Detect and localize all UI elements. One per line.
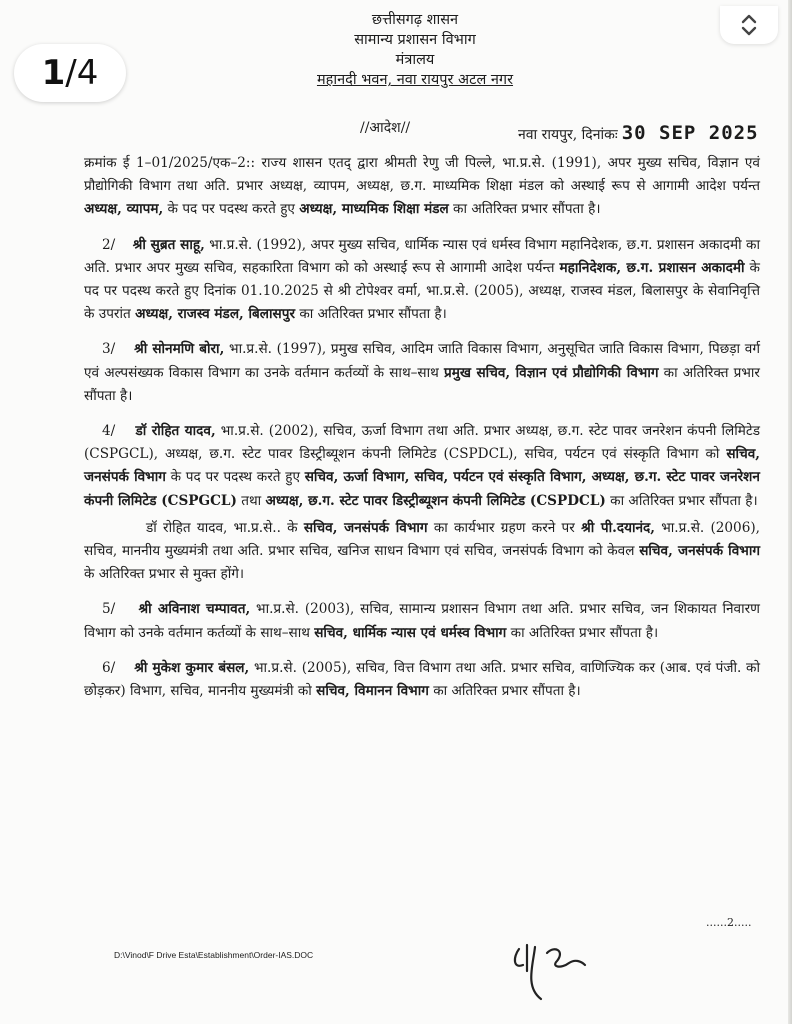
p4b-bold-1: सचिव, जनसंपर्क विभाग [303,519,428,536]
p4b-text-3: भा.प्र.से. (2006), सचिव, माननीय मुख्यमंत्री तथा अति. प्रभार सचिव, खनिज साधन विभाग एवं सचिव, जनसंपर्क विभाग को केवल [84,519,760,560]
p6-bold: सचिव, विमानन विभाग [316,683,429,700]
p1-text-2: के पद पर पदस्थ करते हुए [163,201,300,218]
p5-bold: सचिव, धार्मिक न्यास एवं धर्मस्व विभाग [314,624,507,641]
total-pages: /4 [65,53,99,93]
date-label: नवा रायपुर, दिनांकः [518,127,618,143]
department-name: सामान्य प्रशासन विभाग [354,32,476,48]
p2-bold-1: महानिदेशक, छ.ग. प्रशासन अकादमी [559,259,745,276]
p4b-text-4: के अतिरिक्त प्रभार से मुक्त होंगे। [84,566,245,583]
file-path: D:\Vinod\F Drive Esta\Establishment\Order-IAS.DOC [114,950,314,960]
p3-number: 3/ [102,341,116,358]
paragraph-3 [84,338,760,408]
p6-number: 6/ [102,659,116,676]
p4-text-4: का अतिरिक्त प्रभार सौंपता है। [605,492,758,509]
p2-text-3: का अतिरिक्त प्रभार सौंपता है। [295,306,447,323]
paragraph-5 [84,598,760,644]
p5-text-2: का अतिरिक्त प्रभार सौंपता है। [506,624,659,641]
letterhead [250,10,580,90]
expand-button[interactable] [720,6,778,44]
paragraph-4b [84,517,760,587]
continuation-marker: ......2..... [706,916,752,929]
p5-name: श्री अविनाश चम्पावत, [138,601,251,618]
p3-bold: प्रमुख सचिव, विज्ञान एवं प्रौद्योगिकी विभाग [443,364,659,381]
p4b-name: श्री पी.दयानंद, [581,519,655,536]
govt-name: छत्तीसगढ़ शासन [371,12,459,28]
p4-text: भा.प्र.से. (2002), सचिव, ऊर्जा विभाग तथा अति. प्रभार अध्यक्ष, छ.ग. स्टेट पावर जनरेशन कंपनी लिमिटेड (CSPGCL), अध्यक्ष, छ.ग. स्टेट पावर डिस्ट्रीब्यूशन कंपनी लिमिटेड (CSPDCL), सचिव, पर्यटन एवं संस्कृति विभाग को [84,423,760,463]
p6-text: भा.प्र.से. (2005), सचिव, वित्त विभाग तथा अति. प्रभार सचिव, वाणिज्यिक कर (आब. एवं पंजी. को छोड़कर) विभाग, सचिव, माननीय मुख्यमंत्री को [84,659,760,700]
p1-bold-2: अध्यक्ष, माध्यमिक शिक्षा मंडल [299,201,449,218]
current-page-number: 1 [41,53,66,93]
order-title: //आदेश// [360,120,411,136]
page-counter [14,44,126,102]
p4-text-2: के पद पर पदस्थ करते हुए [165,469,305,486]
p5-text: भा.प्र.से. (2003), सचिव, सामान्य प्रशासन विभाग तथा अति. प्रभार सचिव, जन शिकायत निवारण विभाग को उनके वर्तमान कर्तव्यों के साथ–साथ [84,601,760,641]
office-address: महानदी भवन, नवा रायपुर अटल नगर [316,72,514,88]
chevron-up-down-icon [740,12,758,38]
p5-number: 5/ [102,601,116,618]
paragraph-6 [84,657,760,703]
p2-number: 2/ [102,236,116,253]
paragraph-1 [84,152,760,222]
p6-text-2: का अतिरिक्त प्रभार सौंपता है। [428,683,581,700]
date-line [518,122,759,144]
p4-bold-2: सचिव, ऊर्जा विभाग, सचिव, पर्यटन एवं संस्कृति विभाग, अध्यक्ष, छ.ग. स्टेट पावर जनरेशन कंपनी लिमिटेड (CSPGCL) [84,469,760,509]
p1-text-3: का अतिरिक्त प्रभार सौंपता है। [448,201,601,218]
order-body [84,152,760,715]
p4-bold-3: अध्यक्ष, छ.ग. स्टेट पावर डिस्ट्रीब्यूशन कंपनी लिमिटेड (CSPDCL) [265,492,606,509]
p3-text: भा.प्र.से. (1997), प्रमुख सचिव, आदिम जाति विकास विभाग, अनुसूचित जाति विकास विभाग, पिछड़ा वर्ग एवं अल्पसंख्यक विकास विभाग का उनके वर्तमान कर्तव्यों के साथ–साथ [84,341,760,381]
p2-text: भा.प्र.से. (1992), अपर मुख्य सचिव, धार्मिक न्यास एवं धर्मस्व विभाग महानिदेशक, छ.ग. प्रशासन अकादमी का अति. प्रभार अपर मुख्य सचिव, सहकारिता विभाग को को अस्थाई रूप से आगामी आदेश पर्यन्त [84,236,760,276]
paragraph-2 [84,234,760,327]
p4-number: 4/ [102,423,116,440]
page-edge-shadow [788,0,792,1024]
p2-text-2: के पद पर पदस्थ करते हुए दिनांक 01.10.2025 से श्री टोपेश्वर वर्मा, भा.प्र.से. (2005), अध्यक्ष, राजस्व मंडल, बिलासपुर के सेवानिवृत्ति के उपरांत [84,259,760,323]
p1-text: क्रमांक ई 1–01/2025/एक–2:: राज्य शासन एतद् द्वारा श्रीमती रेणु जी पिल्ले, भा.प्र.से. (1991), अपर मुख्य सचिव, विज्ञान एवं प्रौद्योगिकी विभाग तथा अति. प्रभार अध्यक्ष, व्यापम, अध्यक्ष, छ.ग. माध्यमिक शिक्षा मंडल को अस्थाई रूप से आगामी आदेश पर्यन्त [84,155,760,195]
p2-name: श्री सुब्रत साहू, [132,236,205,253]
p4-name: डॉ रोहित यादव, [135,423,216,440]
p4b-text: डॉ रोहित यादव, भा.प्र.से.. के [146,519,304,536]
ministry-label: मंत्रालय [395,52,435,68]
p4b-text-2: का कार्यभार ग्रहण करने पर [427,519,582,536]
p4b-bold-2: सचिव, जनसंपर्क विभाग [639,543,760,560]
p6-name: श्री मुकेश कुमार बंसल, [134,659,250,676]
paragraph-4 [84,420,760,513]
p3-name: श्री सोनमणि बोरा, [134,341,225,358]
p3-text-2: का अतिरिक्त प्रभार सौंपता है। [84,364,760,404]
p4-bold-1: सचिव, जनसंपर्क विभाग [84,446,760,486]
signature [505,935,595,1005]
p4-text-3: तथा [236,492,266,509]
p1-bold-1: अध्यक्ष, व्यापम, [84,201,164,218]
p2-bold-2: अध्यक्ष, राजस्व मंडल, बिलासपुर [135,306,296,323]
date-stamp: 30 SEP 2025 [621,122,759,144]
